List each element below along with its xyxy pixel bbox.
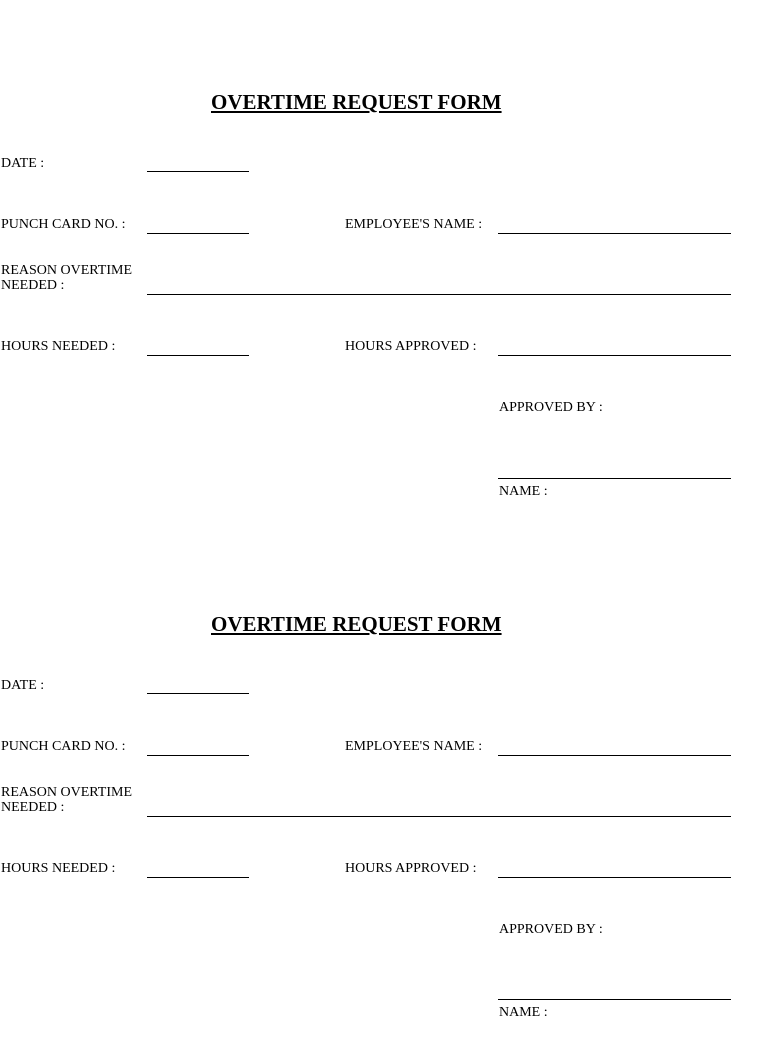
- name-label: NAME :: [499, 484, 548, 499]
- employee-name-field[interactable]: [498, 233, 731, 234]
- approved-by-label: APPROVED BY :: [499, 922, 603, 937]
- overtime-request-form: [0, 0, 768, 520]
- date-label: DATE :: [1, 156, 45, 171]
- hours-approved-label: HOURS APPROVED :: [345, 339, 477, 354]
- reason-field[interactable]: [147, 816, 731, 817]
- hours-needed-field[interactable]: [147, 877, 249, 878]
- date-label: DATE :: [1, 678, 45, 693]
- form-title: OVERTIME REQUEST FORM: [211, 90, 502, 114]
- hours-needed-field[interactable]: [147, 355, 249, 356]
- date-field[interactable]: [147, 171, 249, 172]
- reason-label-line1: REASON OVERTIME: [1, 263, 132, 278]
- employee-name-field[interactable]: [498, 755, 731, 756]
- hours-approved-field[interactable]: [498, 877, 731, 878]
- reason-label-line1: REASON OVERTIME: [1, 785, 132, 800]
- hours-needed-label: HOURS NEEDED :: [1, 339, 116, 354]
- overtime-request-form: [0, 522, 768, 1042]
- approved-by-label: APPROVED BY :: [499, 400, 603, 415]
- punch-card-label: PUNCH CARD NO. :: [1, 739, 126, 754]
- punch-card-field[interactable]: [147, 233, 249, 234]
- employee-name-label: EMPLOYEE'S NAME :: [345, 217, 483, 232]
- reason-label: [1, 785, 132, 815]
- hours-approved-label: HOURS APPROVED :: [345, 861, 477, 876]
- reason-label-line2: NEEDED :: [1, 800, 65, 815]
- reason-field[interactable]: [147, 294, 731, 295]
- date-field[interactable]: [147, 693, 249, 694]
- name-label: NAME :: [499, 1005, 548, 1020]
- hours-approved-field[interactable]: [498, 355, 731, 356]
- punch-card-label: PUNCH CARD NO. :: [1, 217, 126, 232]
- punch-card-field[interactable]: [147, 755, 249, 756]
- hours-needed-label: HOURS NEEDED :: [1, 861, 116, 876]
- approved-by-signature-line[interactable]: [498, 478, 731, 479]
- reason-label: [1, 263, 132, 293]
- employee-name-label: EMPLOYEE'S NAME :: [345, 739, 483, 754]
- approved-by-signature-line[interactable]: [498, 999, 731, 1000]
- form-title: OVERTIME REQUEST FORM: [211, 612, 502, 636]
- reason-label-line2: NEEDED :: [1, 278, 65, 293]
